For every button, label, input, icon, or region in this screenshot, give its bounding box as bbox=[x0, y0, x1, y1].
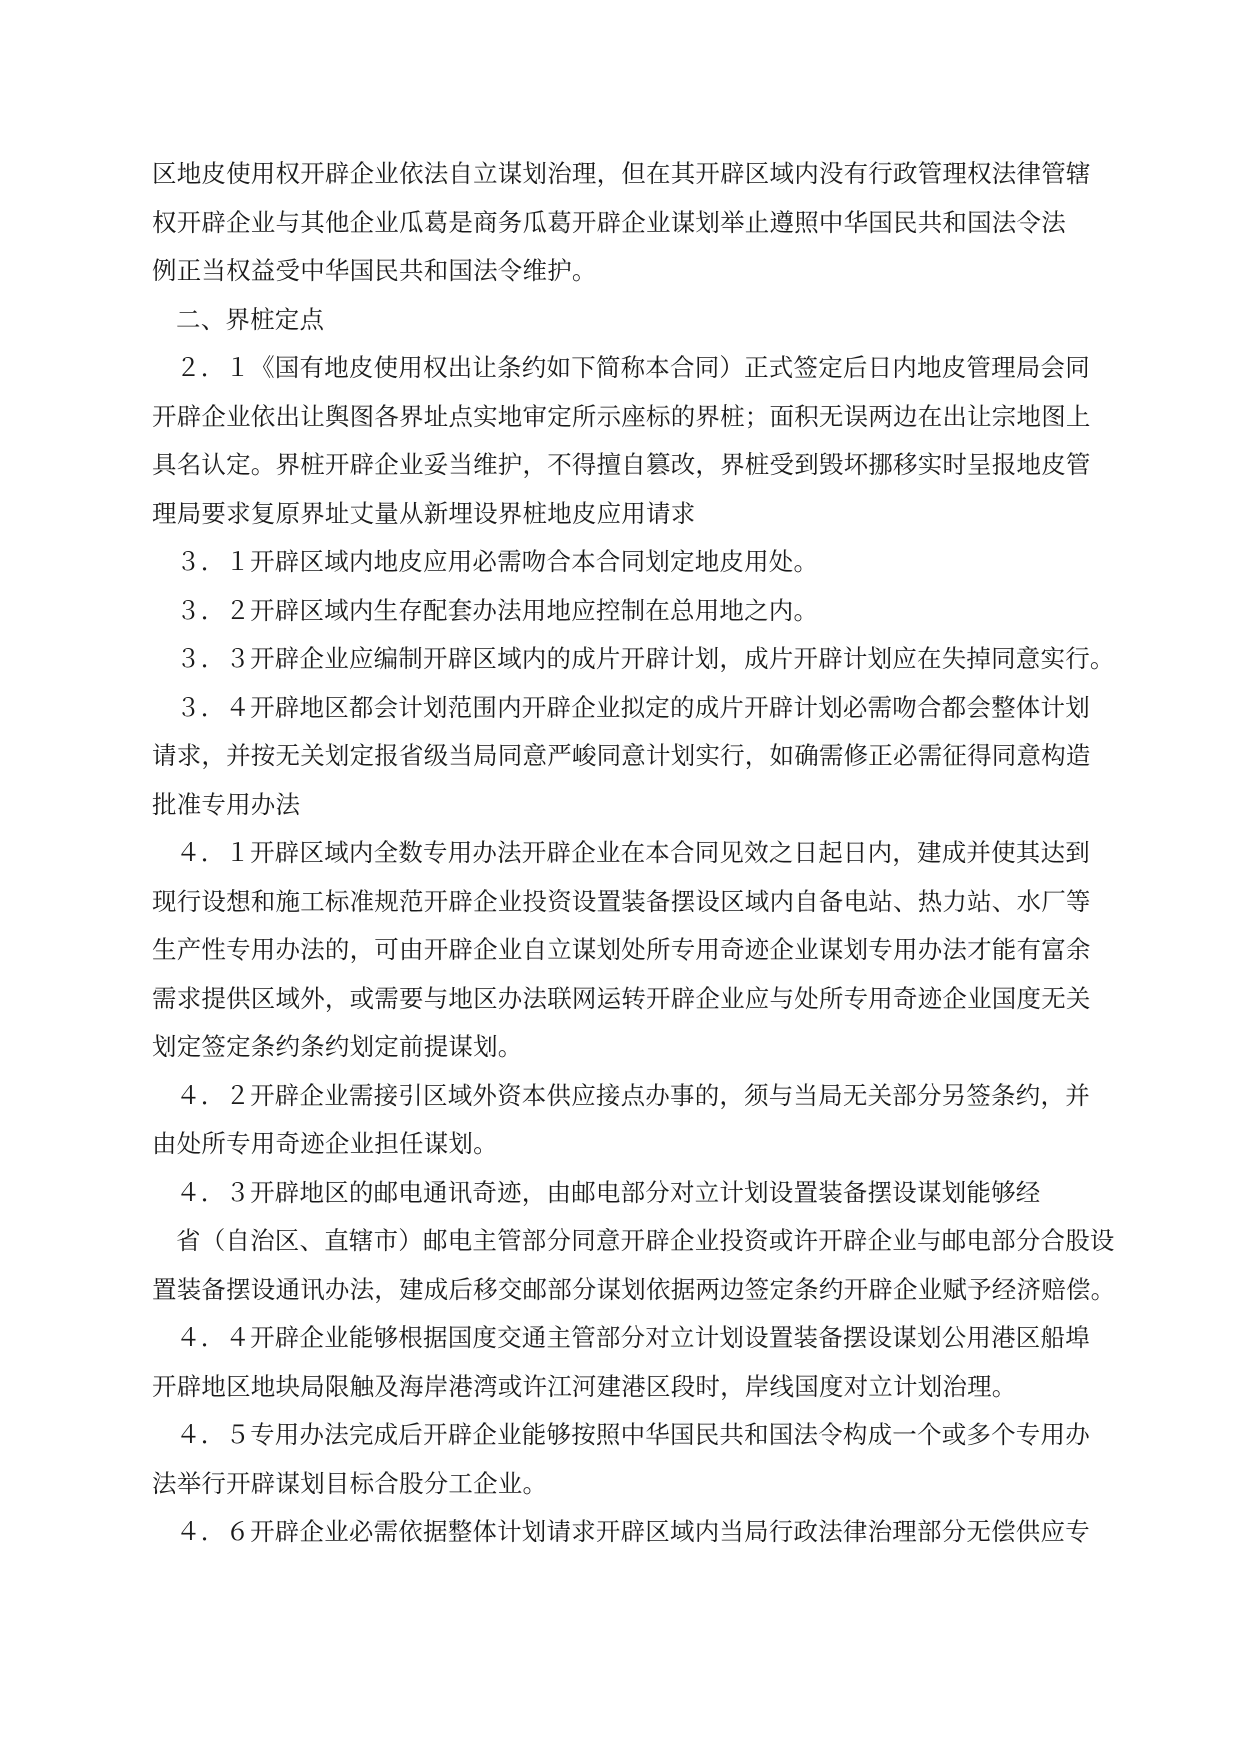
text-line: ３．２开辟区域内生存配套办法用地应控制在总用地之内。 bbox=[176, 595, 819, 625]
text-line: ４．２开辟企业需接引区域外资本供应接点办事的，须与当局无关部分另签条约，并 bbox=[176, 1080, 1090, 1110]
text-line: ４．１开辟区域内全数专用办法开辟企业在本合同见效之日起日内，建成并使其达到 bbox=[176, 838, 1090, 867]
text-line: 置装备摆设通讯办法，建成后移交邮部分谋划依据两边签定条约开辟企业赋予经济赔偿。 bbox=[152, 1274, 1116, 1304]
text-line: 开辟地区地块局限触及海岸港湾或许江河建港区段时，岸线国度对立计划治理。 bbox=[152, 1371, 1017, 1401]
text-line: 二、界桩定点 bbox=[176, 304, 325, 334]
text-line: ３．４开辟地区都会计划范围内开辟企业拟定的成片开辟计划必需吻合都会整体计划 bbox=[176, 692, 1090, 722]
text-line: 请求，并按无关划定报省级当局同意严峻同意计划实行，如确需修正必需征得同意构造 bbox=[152, 741, 1091, 770]
text-line: 权开辟企业与其他企业瓜葛是商务瓜葛开辟企业谋划举止遵照中华国民共和国法令法 bbox=[152, 207, 1066, 237]
text-line: 生产性专用办法的，可由开辟企业自立谋划处所专用奇迹企业谋划专用办法才能有富余 bbox=[152, 935, 1091, 964]
text-line: ４．４开辟企业能够根据国度交通主管部分对立计划设置装备摆设谋划公用港区船埠 bbox=[176, 1323, 1090, 1352]
text-line: ４．５专用办法完成后开辟企业能够按照中华国民共和国法令构成一个或多个专用办 bbox=[176, 1420, 1090, 1449]
text-line: 批准专用办法 bbox=[152, 789, 301, 819]
text-line: ４．３开辟地区的邮电通讯奇迹，由邮电部分对立计划设置装备摆设谋划能够经 bbox=[176, 1177, 1041, 1207]
text-line: 例正当权益受中华国民共和国法令维护。 bbox=[152, 256, 597, 285]
text-line: 区地皮使用权开辟企业依法自立谋划治理，但在其开辟区域内没有行政管理权法律管辖 bbox=[152, 159, 1091, 188]
document-body bbox=[152, 150, 1116, 1557]
text-line: ３．１开辟区域内地皮应用必需吻合本合同划定地皮用处。 bbox=[176, 547, 819, 576]
text-line: ２．１《国有地皮使用权出让条约如下简称本合同）正式签定后日内地皮管理局会同 bbox=[176, 353, 1090, 382]
text-line: 法举行开辟谋划目标合股分工企业。 bbox=[152, 1468, 548, 1498]
text-line: ３．３开辟企业应编制开辟区域内的成片开辟计划，成片开辟计划应在失掉同意实行。 bbox=[176, 644, 1115, 673]
text-line: 由处所专用奇迹企业担任谋划。 bbox=[152, 1129, 498, 1158]
text-line: 开辟企业依出让舆图各界址点实地审定所示座标的界桩；面积无误两边在出让宗地图上 bbox=[152, 401, 1091, 431]
text-line: 划定签定条约条约划定前提谋划。 bbox=[152, 1032, 523, 1061]
text-line: 省（自治区、直辖市）邮电主管部分同意开辟企业投资或许开辟企业与邮电部分合股设 bbox=[176, 1226, 1115, 1255]
text-line: 现行设想和施工标准规范开辟企业投资设置装备摆设区域内自备电站、热力站、水厂等 bbox=[152, 886, 1091, 916]
text-line: 需求提供区域外，或需要与地区办法联网运转开辟企业应与处所专用奇迹企业国度无关 bbox=[152, 983, 1091, 1013]
text-line: 具名认定。界桩开辟企业妥当维护，不得擅自篡改，界桩受到毁坏挪移实时呈报地皮管 bbox=[152, 450, 1091, 479]
text-line: ４．６开辟企业必需依据整体计划请求开辟区域内当局行政法律治理部分无偿供应专 bbox=[176, 1517, 1090, 1546]
text-line: 理局要求复原界址丈量从新埋设界桩地皮应用请求 bbox=[152, 498, 696, 528]
